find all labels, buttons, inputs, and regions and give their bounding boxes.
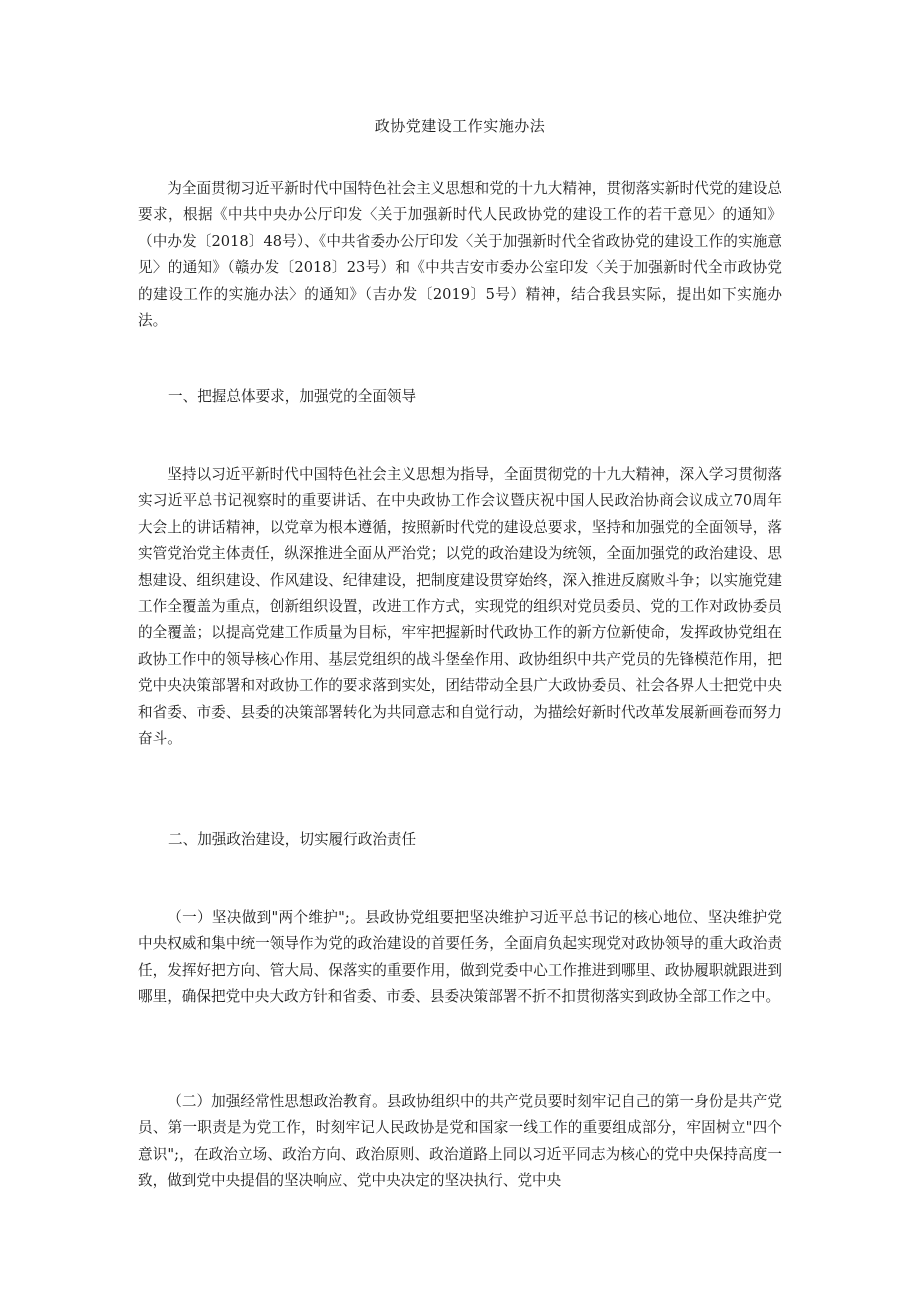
section-2-paragraph-2: （二）加强经常性思想政治教育。县政协组织中的共产党员要时刻牢记自己的第一身份是共产党员、第一职责是为党工作，时刻牢记人民政协是党和国家一线工作的重要组成部分，牢固树立"四个意识";，在政治立场、政治方向、政治原则、政治道路上同以习近平同志为核心的党中央保持高度一致，做到党中央提倡的坚决响应、党中央决定的坚决执行、党中央	[138, 1093, 782, 1190]
section-1-paragraph: 坚持以习近平新时代中国特色社会主义思想为指导，全面贯彻党的十九大精神，深入学习贯彻落实习近平总书记视察时的重要讲话、在中央政协工作会议暨庆祝中国人民政治协商会议成立70周年大会上的讲话精神，以党章为根本遵循，按照新时代党的建设总要求，坚持和加强党的全面领导，落实管党治党主体责任，纵深推进全面从严治党；以党的政治建设为统领，全面加强党的政治建设、思想建设、组织建设、作风建设、纪律建设，把制度建设贯穿始终，深入推进反腐败斗争；以实施党建工作全覆盖为重点，创新组织设置，改进工作方式，实现党的组织对党员委员、党的工作对政协委员的全覆盖；以提高党建工作质量为目标，牢牢把握新时代政协工作的新方位新使命，发挥政协党组在政协工作中的领导核心作用、基层党组织的战斗堡垒作用、政协组织中共产党员的先锋模范作用，把党中央决策部署和对政协工作的要求落到实处，团结带动全县广大政协委员、社会各界人士把党中央和省委、市委、县委的决策部署转化为共同意志和自觉行动，为描绘好新时代改革发展新画卷而努力奋斗。	[138, 466, 782, 748]
intro-paragraph: 为全面贯彻习近平新时代中国特色社会主义思想和党的十九大精神，贯彻落实新时代党的建设总要求，根据《中共中央办公厅印发〈关于加强新时代人民政协党的建设工作的若干意见〉的通知》（中办发〔2018〕48号）、《中共省委办公厅印发〈关于加强新时代全省政协党的建设工作的实施意见〉的通知》（赣办发〔2018〕23号）和《中共吉安市委办公室印发〈关于加强新时代全市政协党的建设工作的实施办法〉的通知》（吉办发〔2019〕5号）精神，结合我县实际，提出如下实施办法。	[138, 180, 782, 330]
section-1-heading: 一、把握总体要求，加强党的全面领导	[168, 388, 417, 405]
document-title: 政协党建设工作实施办法	[374, 117, 546, 135]
section-2-heading: 二、加强政治建设，切实履行政治责任	[168, 831, 417, 848]
section-2-paragraph-1: （一）坚决做到"两个维护";。县政协党组要把坚决维护习近平总书记的核心地位、坚决维护党中央权威和集中统一领导作为党的政治建设的首要任务，全面肩负起实现党对政协领导的重大政治责任，发挥好把方向、管大局、保落实的重要作用，做到党委中心工作推进到哪里、政协履职就跟进到哪里，确保把党中央大政方针和省委、市委、县委决策部署不折不扣贯彻落实到政协全部工作之中。	[138, 909, 782, 1006]
